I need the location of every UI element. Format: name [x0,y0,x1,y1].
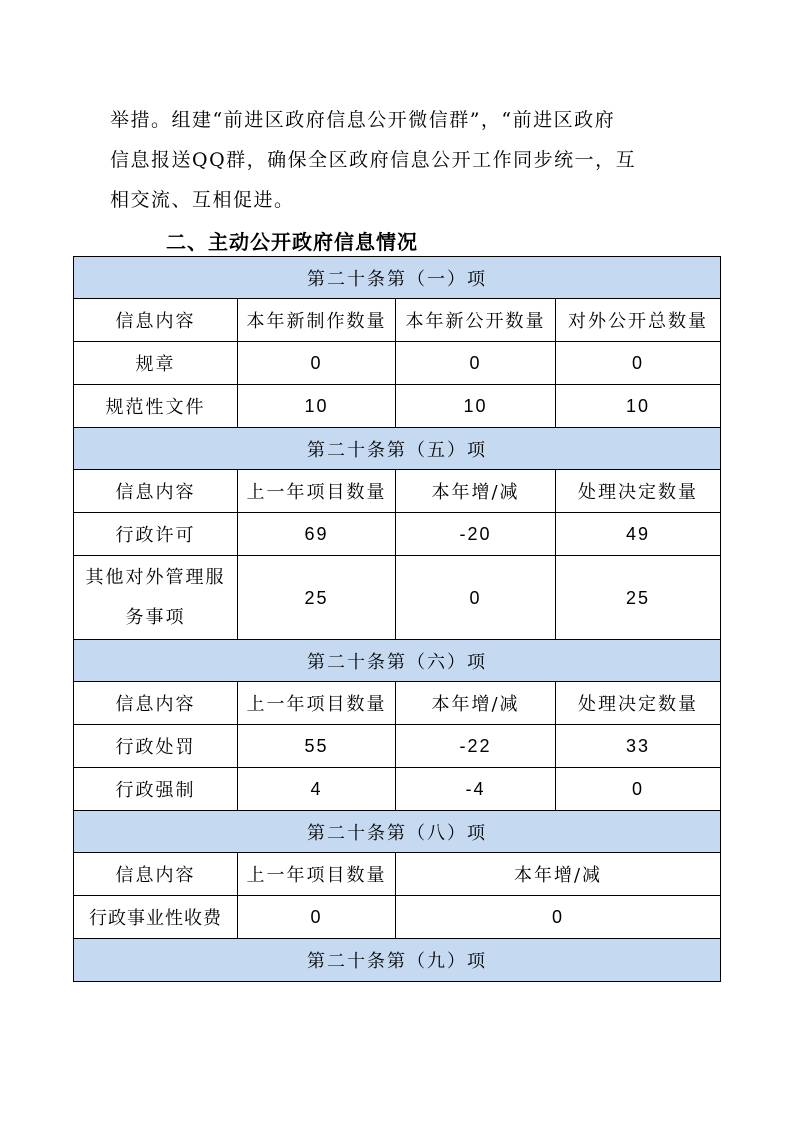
header-cell: 信息内容 [74,853,238,896]
cell-value: 25 [556,556,721,640]
header-cell: 本年增/减 [396,682,556,725]
header-cell: 信息内容 [74,682,238,725]
intro-line-2: 信息报送QQ群，确保全区政府信息公开工作同步统一，互 [110,149,637,171]
section-title: 第二十条第（六）项 [74,640,721,682]
table-row [74,556,721,640]
header-cell: 上一年项目数量 [238,682,396,725]
table-row [74,385,721,428]
cell-value: 0 [396,896,721,939]
section-title: 第二十条第（九）项 [74,939,721,982]
section-row-1 [74,257,721,299]
section-heading: 二、主动公开政府信息情况 [166,230,418,254]
header-cell: 处理决定数量 [556,682,721,725]
cell-value: 4 [238,768,396,811]
cell-value: 0 [238,896,396,939]
cell-value: 0 [556,342,721,385]
table-row [74,896,721,939]
section-row-5 [74,428,721,470]
header-row [74,299,721,342]
table-row [74,342,721,385]
row-label: 规章 [74,342,238,385]
cell-value: 69 [238,513,396,556]
cell-value: 10 [396,385,556,428]
header-cell: 本年增/减 [396,470,556,513]
header-row [74,853,721,896]
table-row [74,513,721,556]
section-title: 第二十条第（一）项 [74,257,721,299]
header-cell: 本年新制作数量 [238,299,396,342]
cell-value: -22 [396,725,556,768]
cell-value: 10 [556,385,721,428]
header-row [74,470,721,513]
header-cell: 本年增/减 [396,853,721,896]
row-label: 规范性文件 [74,385,238,428]
header-cell: 上一年项目数量 [238,470,396,513]
row-label: 行政处罚 [74,725,238,768]
table-row [74,725,721,768]
section-title: 第二十条第（五）项 [74,428,721,470]
cell-value: 10 [238,385,396,428]
row-label: 行政许可 [74,513,238,556]
cell-value: 0 [556,768,721,811]
cell-value: -20 [396,513,556,556]
header-cell: 对外公开总数量 [556,299,721,342]
section-row-6 [74,640,721,682]
cell-value: 55 [238,725,396,768]
intro-line-1: 举措。组建“前进区政府信息公开微信群”，“前进区政府 [110,109,616,131]
header-cell: 上一年项目数量 [238,853,396,896]
section-title: 第二十条第（八）项 [74,811,721,853]
cell-value: 0 [396,342,556,385]
section-row-9 [74,939,721,982]
table-row [74,768,721,811]
header-row [74,682,721,725]
header-cell: 本年新公开数量 [396,299,556,342]
header-cell: 信息内容 [74,299,238,342]
header-cell: 处理决定数量 [556,470,721,513]
cell-value: 0 [396,556,556,640]
row-label: 行政强制 [74,768,238,811]
disclosure-table [73,256,721,982]
header-cell: 信息内容 [74,470,238,513]
intro-line-3: 相交流、互相促进。 [110,189,295,211]
row-label: 行政事业性收费 [74,896,238,939]
section-row-8 [74,811,721,853]
cell-value: 0 [238,342,396,385]
row-label: 其他对外管理服务事项 [74,556,238,640]
cell-value: 33 [556,725,721,768]
cell-value: 25 [238,556,396,640]
cell-value: -4 [396,768,556,811]
cell-value: 49 [556,513,721,556]
